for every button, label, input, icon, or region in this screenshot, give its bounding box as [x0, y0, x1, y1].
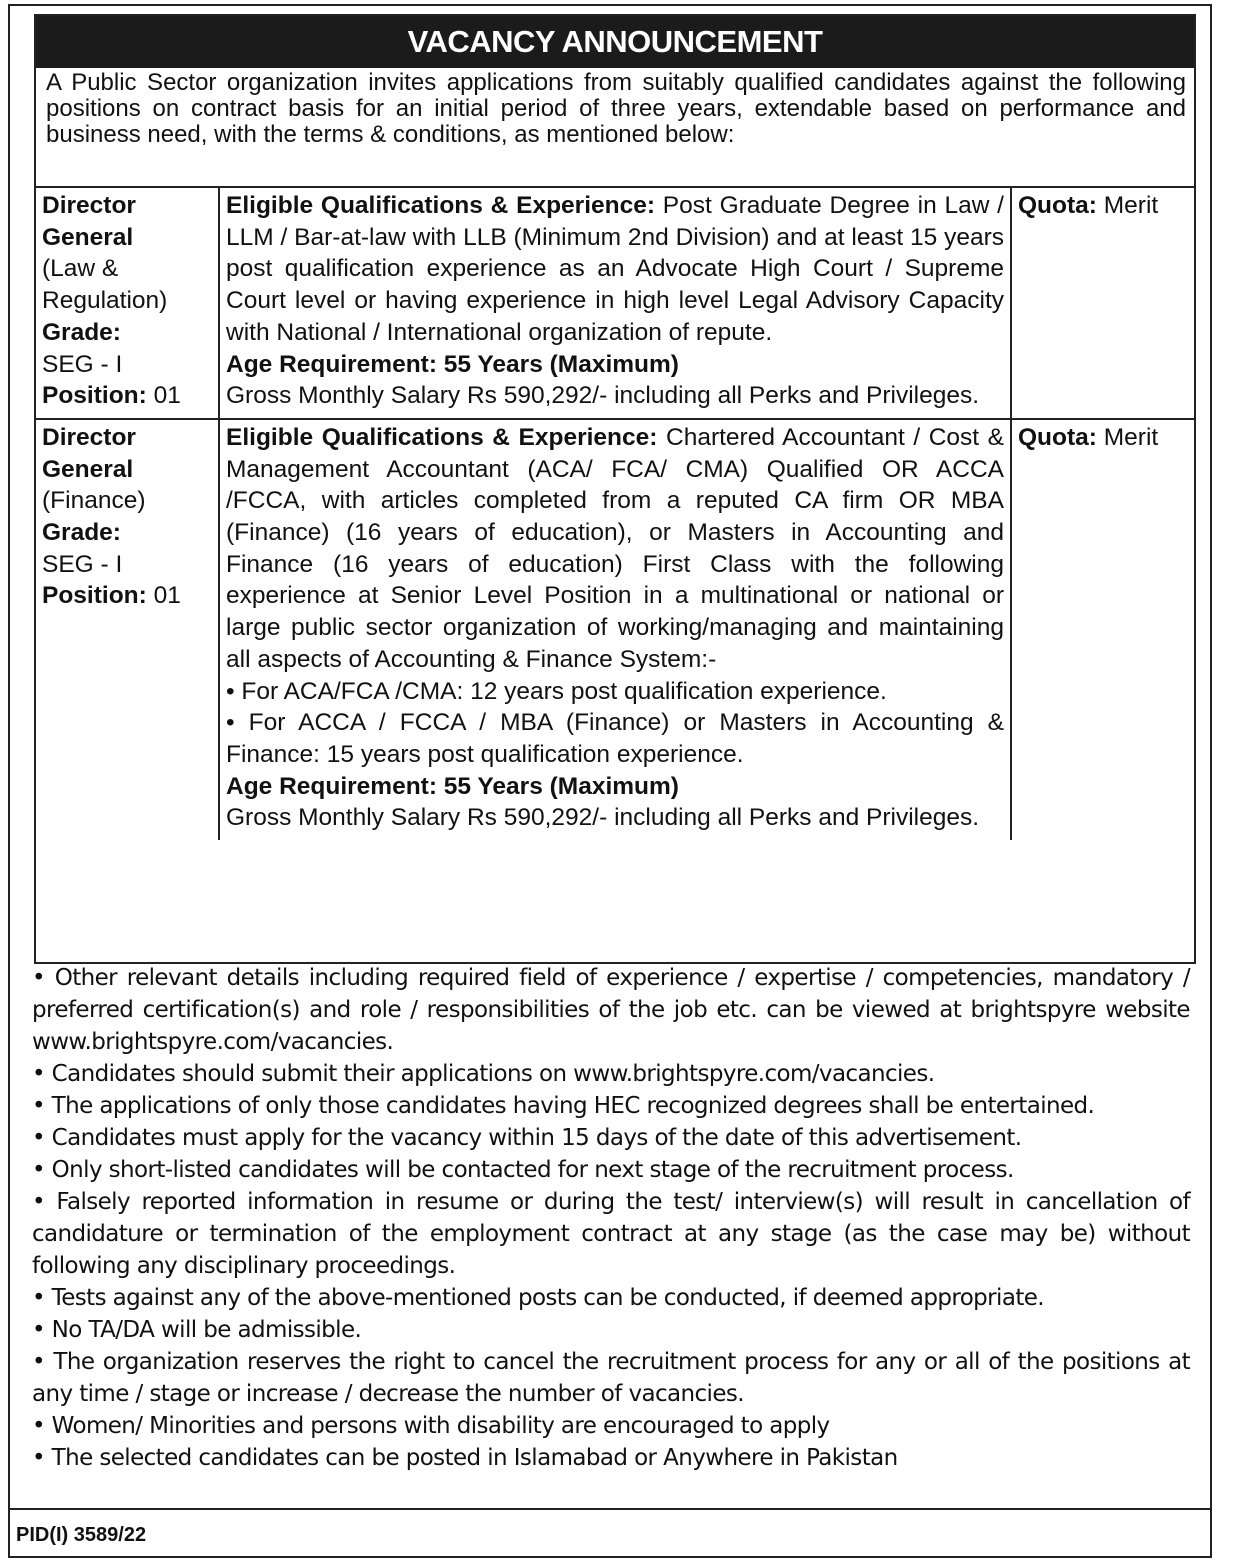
- position-count: 01: [153, 582, 181, 610]
- salary-text: Gross Monthly Salary Rs 590,292/- including all Perks and Privileges.: [226, 382, 980, 410]
- position-row-finance: [36, 419, 1194, 840]
- position-title-cell: [36, 187, 219, 419]
- quota-label: Quota:: [1018, 192, 1097, 219]
- experience-bullet: • For ACA/FCA /CMA: 12 years post qualification experience.: [226, 677, 887, 705]
- list-item: • No TA/DA will be admissible.: [32, 1317, 362, 1343]
- age-requirement: Age Requirement: 55 Years (Maximum): [226, 772, 679, 800]
- list-item: • The selected candidates can be posted in Islamabad or Anywhere in Pakistan: [32, 1445, 898, 1471]
- position-title-line2: General: [42, 455, 134, 483]
- page-title: VACANCY ANNOUNCEMENT: [36, 16, 1194, 68]
- qualification-text: Post Graduate Degree in Law / LLM / Bar-at-law with LLB (Minimum 2nd Division) and at least 15 years post qualification experience as an Advocate High Court / Supreme Court level or having experience in high level Legal Advisory Capacity with National / International organization of repute.: [226, 192, 1004, 346]
- list-item: • The applications of only those candidates having HEC recognized degrees shall be entertained.: [32, 1093, 1095, 1119]
- position-count: 01: [153, 382, 181, 410]
- grade-label: Grade:: [42, 318, 121, 346]
- quota-cell: [1011, 187, 1194, 419]
- position-department: (Law & Regulation): [42, 255, 168, 315]
- pid-number: PID(I) 3589/22: [16, 1524, 147, 1546]
- positions-table: [36, 186, 1194, 840]
- position-title-line1: Director: [42, 192, 136, 219]
- list-item: • Women/ Minorities and persons with disability are encouraged to apply: [32, 1413, 830, 1439]
- list-item: • The organization reserves the right to cancel the recruitment process for any or all of the positions at any time / stage or increase / decrease the number of vacancies.: [32, 1349, 1190, 1407]
- position-title-line1: Director: [42, 423, 136, 451]
- quota-value: Merit: [1096, 192, 1159, 219]
- quota-cell: [1011, 419, 1194, 840]
- qualification-cell: [219, 419, 1011, 840]
- vacancy-box: [34, 14, 1196, 964]
- position-title-cell: [36, 419, 219, 840]
- position-row-law: [36, 187, 1194, 419]
- qualification-label: Eligible Qualifications & Experience:: [226, 423, 658, 451]
- position-label: Position:: [42, 382, 147, 410]
- list-item: • Candidates should submit their applications on www.brightspyre.com/vacancies.: [32, 1061, 935, 1087]
- terms-list: [32, 962, 1190, 1474]
- quota-label: Quota:: [1018, 423, 1097, 451]
- list-item: • Tests against any of the above-mentioned posts can be conducted, if deemed appropriate.: [32, 1285, 1045, 1311]
- list-item: • Only short-listed candidates will be contacted for next stage of the recruitment process.: [32, 1157, 1014, 1183]
- list-item: • Candidates must apply for the vacancy within 15 days of the date of this advertisement.: [32, 1125, 1022, 1151]
- footer-divider: [8, 1508, 1212, 1510]
- position-label: Position:: [42, 582, 147, 610]
- age-requirement: Age Requirement: 55 Years (Maximum): [226, 350, 679, 378]
- experience-bullet: • For ACCA / FCCA / MBA (Finance) or Masters in Accounting & Finance: 15 years post qualification experience.: [226, 709, 1004, 768]
- list-item: • Other relevant details including required field of experience / expertise / competencies, mandatory / preferred certification(s) and role / responsibilities of the job etc. can be viewed at brightspyre website www.brightspyre.com/vacancies.: [32, 965, 1190, 1055]
- quota-value: Merit: [1096, 423, 1159, 451]
- grade-value: SEG - I: [42, 550, 123, 578]
- list-item: • Falsely reported information in resume or during the test/ interview(s) will result in cancellation of candidature or termination of the employment contract at any stage (as the case may be) without following any disciplinary proceedings.: [32, 1189, 1190, 1279]
- position-title-line2: General: [42, 223, 134, 251]
- qualification-label: Eligible Qualifications & Experience:: [226, 192, 656, 219]
- position-department: (Finance): [42, 487, 146, 515]
- grade-value: SEG - I: [42, 350, 123, 378]
- qualification-text: Chartered Accountant / Cost & Management Accountant (ACA/ FCA/ CMA) Qualified OR ACCA /FCCA, with articles completed from a reputed CA firm OR MBA (Finance) (16 years of education), or Masters in Accounting and Finance (16 years of education) First Class with the following experience at Senior Level Position in a multinational or national or large public sector organization of working/managing and maintaining all aspects of Accounting & Finance System:-: [226, 423, 1004, 673]
- intro-paragraph: A Public Sector organization invites applications from suitably qualified candidates against the following positions on contract basis for an initial period of three years, extendable based on performance and business need, with the terms & conditions, as mentioned below:: [46, 69, 1186, 148]
- salary-text: Gross Monthly Salary Rs 590,292/- including all Perks and Privileges.: [226, 804, 980, 832]
- grade-label: Grade:: [42, 519, 121, 547]
- qualification-cell: [219, 187, 1011, 419]
